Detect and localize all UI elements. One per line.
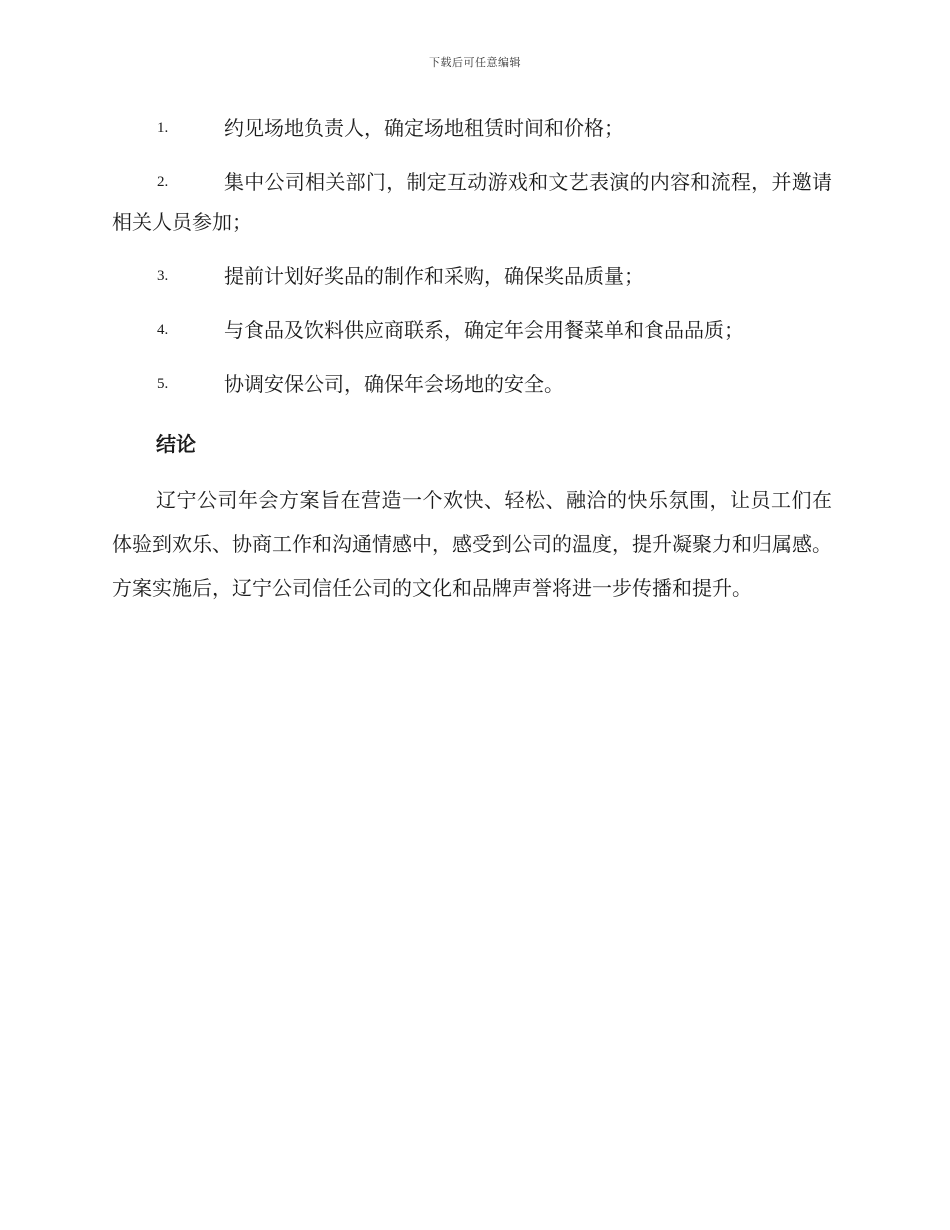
list-item-text: 集中公司相关部门，制定互动游戏和文艺表演的内容和流程，并邀请相关人员参加；	[112, 170, 832, 234]
list-item	[112, 256, 832, 296]
list-item	[112, 162, 832, 242]
list-item	[112, 364, 832, 404]
list-item-number: 2.	[157, 174, 169, 190]
list-item-number: 4.	[157, 322, 169, 338]
conclusion-paragraph: 辽宁公司年会方案旨在营造一个欢快、轻松、融洽的快乐氛围，让员工们在体验到欢乐、协商工作和沟通情感中，感受到公司的温度，提升凝聚力和归属感。方案实施后，辽宁公司信任公司的文化和品牌声誉将进一步传播和提升。	[112, 488, 832, 600]
list-item-number: 3.	[157, 268, 169, 284]
list-item	[112, 310, 832, 350]
list-item-text: 提前计划好奖品的制作和采购，确保奖品质量；	[224, 264, 644, 288]
list-item-text: 与食品及饮料供应商联系，确定年会用餐菜单和食品品质；	[224, 318, 744, 342]
list-item-number: 5.	[157, 376, 169, 392]
list-item-text: 协调安保公司，确保年会场地的安全。	[224, 372, 564, 396]
list-item	[112, 108, 832, 148]
header-note: 下载后可任意编辑	[429, 56, 521, 69]
section-heading: 结论	[156, 432, 196, 456]
list-item-text: 约见场地负责人，确定场地租赁时间和价格；	[224, 116, 624, 140]
list-item-number: 1.	[157, 120, 169, 136]
task-list	[112, 108, 832, 418]
